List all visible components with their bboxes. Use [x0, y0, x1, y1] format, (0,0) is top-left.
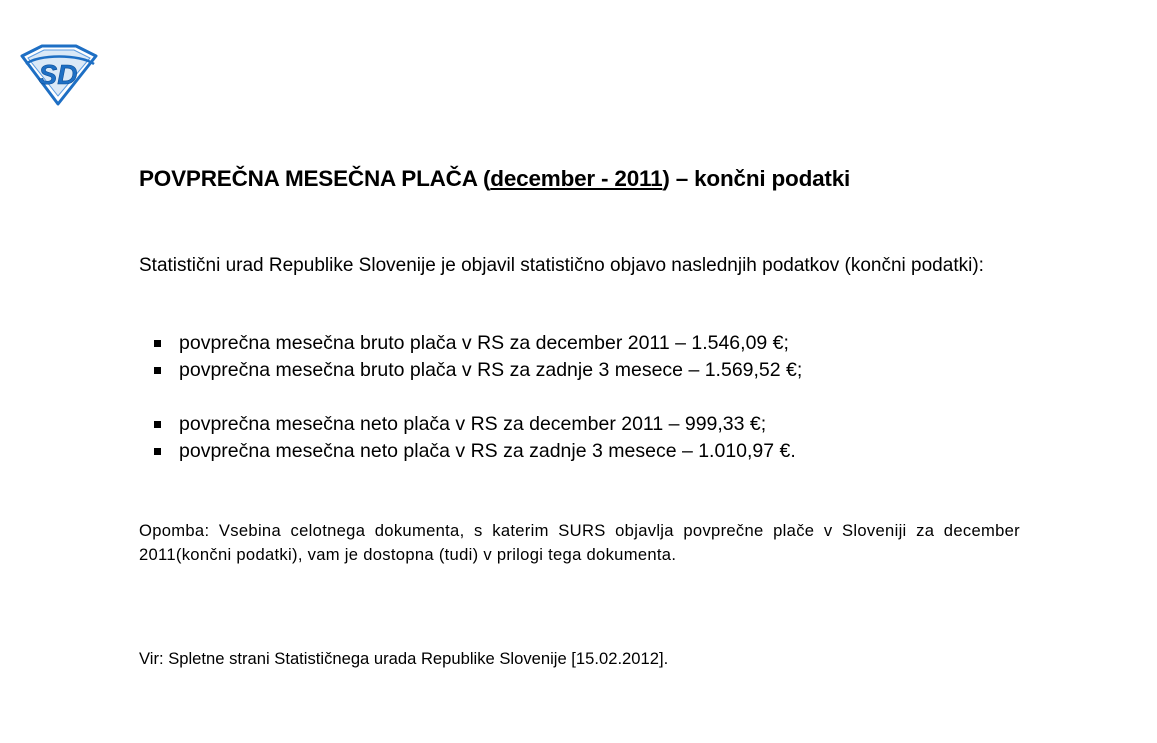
page-title: [139, 166, 850, 192]
neto-list: [152, 411, 796, 465]
source-line: Vir: Spletne strani Statističnega urada Republike Slovenije [15.02.2012].: [139, 649, 669, 668]
list-item: povprečna mesečna neto plača v RS za december 2011 – 999,33 €;: [152, 411, 796, 438]
bruto-list: [152, 330, 802, 384]
title-suffix: ) – končni podatki: [662, 166, 851, 191]
note-paragraph: Opomba: Vsebina celotnega dokumenta, s katerim SURS objavlja povprečne plače v Sloveniji za december 2011(končni podatki), vam je dostopna (tudi) v prilogi tega dokumenta.: [139, 521, 1020, 564]
logo-text: SD: [38, 59, 78, 90]
list-item: povprečna mesečna neto plača v RS za zadnje 3 mesece – 1.010,97 €.: [152, 438, 796, 465]
title-period: december - 2011: [490, 166, 663, 191]
list-item: povprečna mesečna bruto plača v RS za december 2011 – 1.546,09 €;: [152, 330, 802, 357]
title-prefix: POVPREČNA MESEČNA PLAČA (: [139, 166, 491, 191]
sd-logo-icon: [20, 44, 98, 106]
list-item: povprečna mesečna bruto plača v RS za zadnje 3 mesece – 1.569,52 €;: [152, 357, 802, 384]
intro-paragraph: Statistični urad Republike Slovenije je objavil statistično objavo naslednjih podatkov (končni podatki):: [139, 255, 984, 276]
